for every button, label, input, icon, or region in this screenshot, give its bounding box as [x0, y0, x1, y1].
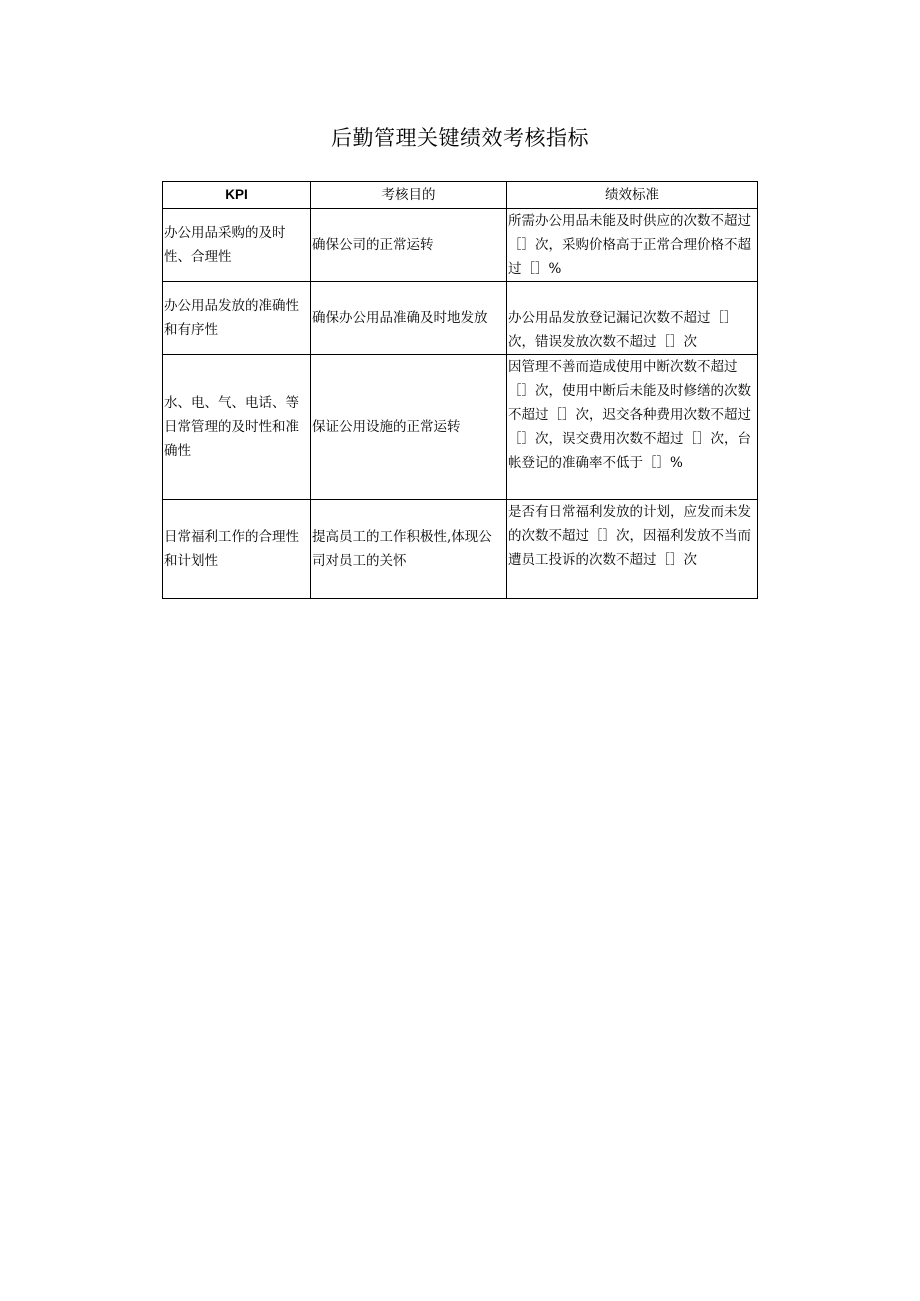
standard-cell: 所需办公用品未能及时供应的次数不超过［］次，采购价格高于正常合理价格不超过［］% — [507, 209, 758, 282]
standard-cell: 因管理不善而造成使用中断次数不超过［］次，使用中断后未能及时修缮的次数不超过［］次，迟交各种费用次数不超过［］次，误交费用次数不超过［］次，台帐登记的准确率不低于［］% — [507, 355, 758, 500]
table-row — [163, 355, 758, 500]
table-row — [163, 209, 758, 282]
standard-cell: 办公用品发放登记漏记次数不超过［］次，错误发放次数不超过［］次 — [507, 282, 758, 355]
kpi-cell: 水、电、气、电话、等日常管理的及时性和准确性 — [163, 355, 311, 500]
header-kpi: KPI — [163, 182, 311, 209]
table-header-row — [163, 182, 758, 209]
purpose-cell: 保证公用设施的正常运转 — [311, 355, 507, 500]
standard-cell: 是否有日常福利发放的计划，应发而未发的次数不超过［］次，因福利发放不当而遭员工投诉的次数不超过［］次 — [507, 500, 758, 599]
header-standard: 绩效标准 — [507, 182, 758, 209]
kpi-cell: 办公用品发放的准确性和有序性 — [163, 282, 311, 355]
purpose-cell: 确保办公用品准确及时地发放 — [311, 282, 507, 355]
kpi-table — [162, 181, 758, 599]
purpose-cell: 提高员工的工作积极性,体现公司对员工的关怀 — [311, 500, 507, 599]
kpi-cell: 日常福利工作的合理性和计划性 — [163, 500, 311, 599]
header-purpose: 考核目的 — [311, 182, 507, 209]
table-row — [163, 282, 758, 355]
kpi-cell: 办公用品采购的及时性、合理性 — [163, 209, 311, 282]
page-title: 后勤管理关键绩效考核指标 — [331, 126, 589, 150]
purpose-cell: 确保公司的正常运转 — [311, 209, 507, 282]
table-row — [163, 500, 758, 599]
